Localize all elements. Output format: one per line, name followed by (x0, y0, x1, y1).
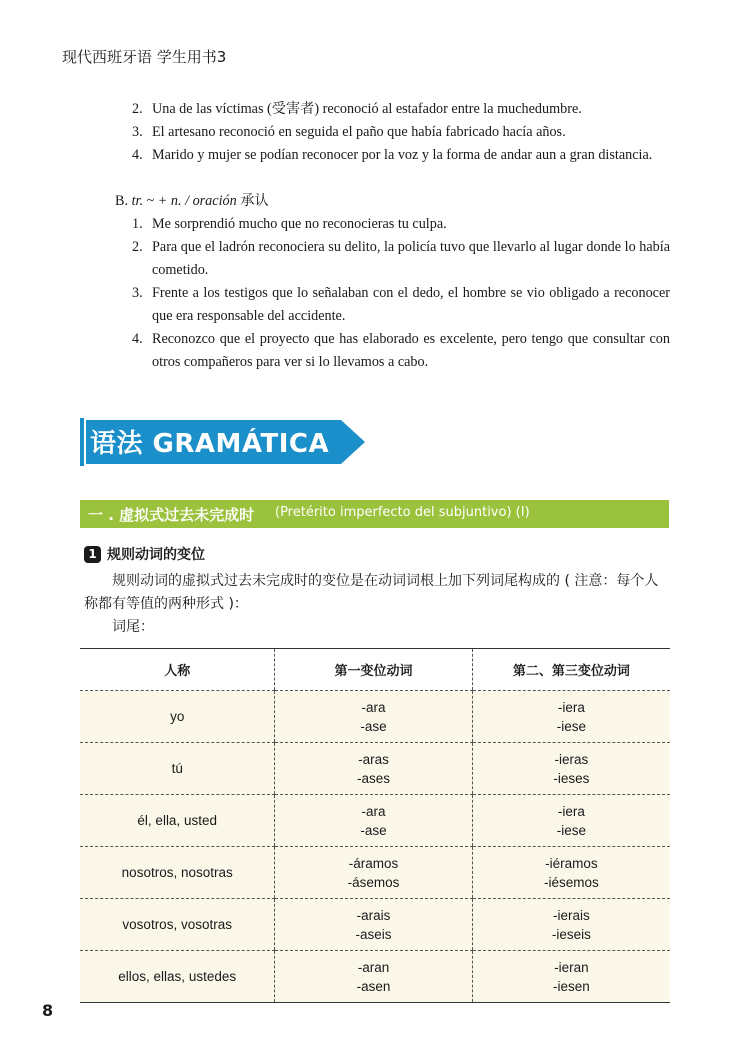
ending: -ara (361, 699, 386, 715)
ending: -ásemos (347, 874, 400, 890)
table-row (80, 795, 670, 847)
example-sentence: Marido y mujer se podían reconocer por la voz y la forma de andar aun a gran distancia. (152, 147, 653, 163)
page-number: 8 (42, 1001, 54, 1020)
table-header-row (80, 649, 670, 691)
first-ending-cell (275, 847, 472, 899)
point-one-heading (84, 544, 205, 564)
ending: -ase (360, 718, 387, 734)
first-ending-cell (275, 951, 472, 1003)
second-ending-cell (472, 951, 670, 1003)
ending: -iera (557, 699, 585, 715)
first-ending-cell (275, 691, 472, 743)
subsection-b-heading (115, 190, 269, 213)
example-number: 4. (132, 331, 143, 347)
table-row (80, 951, 670, 1003)
ending: -aran (357, 959, 390, 975)
usage-pattern: ~ + n. / oración (146, 193, 237, 209)
person-cell: yo (80, 691, 275, 743)
subsection-label: B. (115, 193, 129, 209)
point-number-badge: 1 (84, 546, 101, 563)
second-ending-cell (472, 899, 670, 951)
ending: -asen (356, 978, 391, 994)
example-sentence: Me sorprendió mucho que no reconocieras tu culpa. (152, 216, 447, 232)
endings-label: 词尾： (112, 619, 154, 635)
example-number: 3. (132, 285, 143, 301)
ending: -iera (557, 803, 585, 819)
example-number: 2. (132, 101, 143, 117)
ending: -ara (361, 803, 386, 819)
banner-accent-bar (80, 418, 84, 466)
point-one-title: 规则动词的变位 (107, 547, 205, 563)
example-number: 1. (132, 216, 143, 232)
section-one-heading (80, 500, 669, 528)
ending: -iese (556, 822, 586, 838)
person-cell: él, ella, usted (80, 795, 275, 847)
ending: -aras (358, 751, 389, 767)
table-row (80, 691, 670, 743)
section-one-title: 一 . 虚拟式过去未完成时 (88, 506, 255, 524)
first-ending-cell (275, 899, 472, 951)
person-cell: tú (80, 743, 275, 795)
ending: -iésemos (543, 874, 599, 890)
column-header-first: 第一变位动词 (275, 649, 472, 691)
ending: -aseis (355, 926, 392, 942)
conjugation-table (80, 648, 670, 1003)
example-number: 3. (132, 124, 143, 140)
ending: -arais (356, 907, 391, 923)
book-title: 现代西班牙语 学生用书3 (62, 48, 227, 66)
example-number: 4. (132, 147, 143, 163)
column-header-second-third: 第二、第三变位动词 (472, 649, 670, 691)
example-sentence: Frente a los testigos que lo señalaban con el dedo, el hombre se vio obligado a reconocer que era responsable del accidente. (152, 285, 670, 324)
table-row (80, 847, 670, 899)
example-number: 2. (132, 239, 143, 255)
column-header-person: 人称 (80, 649, 275, 691)
example-sentence: El artesano reconoció en seguida el paño que había fabricado hacía años. (152, 124, 566, 140)
meaning: 承认 (240, 193, 269, 209)
ending: -iese (556, 718, 586, 734)
second-ending-cell (472, 795, 670, 847)
ending: -ieran (554, 959, 589, 975)
example-sentence: Una de las víctimas (受害者) reconoció al estafador entre la muchedumbre. (152, 101, 582, 117)
ending: -ases (357, 770, 391, 786)
section-one-subtitle: (Pretérito imperfecto del subjuntivo) (I) (275, 505, 530, 520)
person-cell: nosotros, nosotras (80, 847, 275, 899)
example-sentence: Para que el ladrón reconociera su delito, la policía tuvo que llevarlo al lugar donde lo había cometido. (152, 239, 670, 278)
ending: -áramos (348, 855, 399, 871)
grammar-banner (80, 418, 365, 466)
ending: -ieseis (551, 926, 591, 942)
ending: -iéramos (545, 855, 598, 871)
part-of-speech: tr. (131, 193, 143, 209)
first-ending-cell (275, 795, 472, 847)
ending: -ierais (552, 907, 590, 923)
table-row (80, 743, 670, 795)
grammar-banner-title: 语法 GRAMÁTICA (90, 429, 330, 459)
second-ending-cell (472, 743, 670, 795)
table-row (80, 899, 670, 951)
ending: -ieses (553, 770, 590, 786)
first-ending-cell (275, 743, 472, 795)
ending: -ieras (554, 751, 589, 767)
example-sentence: Reconozco que el proyecto que has elaborado es excelente, pero tengo que consultar con otros compañeros para ver si lo llevamos a cabo. (152, 331, 670, 370)
ending: -ase (360, 822, 387, 838)
second-ending-cell (472, 847, 670, 899)
person-cell: ellos, ellas, ustedes (80, 951, 275, 1003)
person-cell: vosotros, vosotras (80, 899, 275, 951)
second-ending-cell (472, 691, 670, 743)
point-one-paragraph: 规则动词的虚拟式过去未完成时的变位是在动词词根上加下列词尾构成的 ( 注意：每个人称都有等值的两种形式 )： (84, 573, 659, 612)
ending: -iesen (552, 978, 590, 994)
